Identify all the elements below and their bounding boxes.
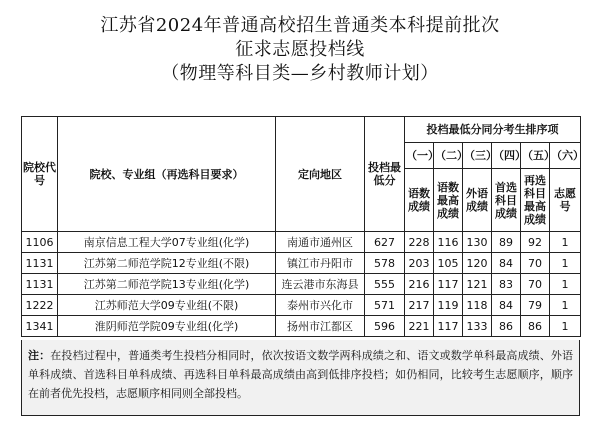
header-second-subject-max: 再选科目最高成绩 <box>521 169 550 232</box>
header-region: 定向地区 <box>276 117 365 232</box>
cell-c4: 84 <box>492 253 521 274</box>
cell-region: 泰州市兴化市 <box>276 295 365 316</box>
cell-c3: 121 <box>463 274 492 295</box>
cell-c4: 86 <box>492 316 521 337</box>
cell-region: 镇江市丹阳市 <box>276 253 365 274</box>
title-line-2: 征求志愿投档线 <box>235 39 365 60</box>
header-school-code: 院校代号 <box>22 117 58 232</box>
cell-c2: 117 <box>434 316 463 337</box>
cell-c3: 118 <box>463 295 492 316</box>
footnote-label: 注： <box>28 349 51 362</box>
cell-c1: 228 <box>405 232 434 253</box>
footnote <box>21 340 580 416</box>
cell-school: 淮阴师范学院09专业组(化学) <box>58 316 276 337</box>
cell-c4: 83 <box>492 274 521 295</box>
cell-c1: 216 <box>405 274 434 295</box>
cell-min-score: 627 <box>365 232 405 253</box>
cell-min-score: 578 <box>365 253 405 274</box>
cell-school: 江苏第二师范学院12专业组(不限) <box>58 253 276 274</box>
header-roman-1: （一） <box>405 143 434 169</box>
header-min-score: 投档最低分 <box>365 117 405 232</box>
cell-c6: 1 <box>550 274 581 295</box>
cell-c5: 70 <box>521 253 550 274</box>
header-foreign-language: 外语成绩 <box>463 169 492 232</box>
cell-c3: 133 <box>463 316 492 337</box>
cell-code: 1106 <box>22 232 58 253</box>
cell-code: 1131 <box>22 253 58 274</box>
cell-c4: 89 <box>492 232 521 253</box>
cell-code: 1131 <box>22 274 58 295</box>
header-chinese-math-max: 语数最高成绩 <box>434 169 463 232</box>
header-roman-5: （五） <box>521 143 550 169</box>
cell-code: 1341 <box>22 316 58 337</box>
cell-region: 南通市通州区 <box>276 232 365 253</box>
header-school-group: 院校、专业组（再选科目要求） <box>58 117 276 232</box>
cell-c4: 84 <box>492 295 521 316</box>
cell-c6: 1 <box>550 295 581 316</box>
document-title <box>0 14 600 86</box>
header-first-subject: 首选科目成绩 <box>492 169 521 232</box>
table-row <box>22 232 581 253</box>
table-row <box>22 253 581 274</box>
cell-min-score: 596 <box>365 316 405 337</box>
table-row <box>22 316 581 337</box>
cell-school: 江苏师范大学09专业组(不限) <box>58 295 276 316</box>
cell-c6: 1 <box>550 232 581 253</box>
header-tiebreak-group: 投档最低分同分考生排序项 <box>405 117 581 143</box>
cell-region: 连云港市东海县 <box>276 274 365 295</box>
cell-c6: 1 <box>550 253 581 274</box>
footnote-text: 在投档过程中，普通类考生投档分相同时，依次按语文数学两科成绩之和、语文或数学单科最高成绩、外语单科成绩、首选科目单科成绩、再选科目单科最高成绩由高到低排序投档；如仍相同，比较考生志愿顺序，顺序在前者优先投档，志愿顺序相同则全部投档。 <box>28 349 573 400</box>
cell-c5: 70 <box>521 274 550 295</box>
header-roman-4: （四） <box>492 143 521 169</box>
title-line-3: （物理等科目类—乡村教师计划） <box>161 63 439 84</box>
cell-code: 1222 <box>22 295 58 316</box>
header-chinese-math-score: 语数成绩 <box>405 169 434 232</box>
cell-c2: 119 <box>434 295 463 316</box>
cell-c1: 221 <box>405 316 434 337</box>
cell-region: 扬州市江都区 <box>276 316 365 337</box>
cell-c6: 1 <box>550 316 581 337</box>
cell-c2: 116 <box>434 232 463 253</box>
cell-c5: 86 <box>521 316 550 337</box>
header-roman-3: （三） <box>463 143 492 169</box>
cell-min-score: 555 <box>365 274 405 295</box>
cell-c1: 203 <box>405 253 434 274</box>
table-row <box>22 295 581 316</box>
cell-c1: 217 <box>405 295 434 316</box>
cell-c3: 120 <box>463 253 492 274</box>
cell-school: 江苏第二师范学院13专业组(化学) <box>58 274 276 295</box>
header-roman-2: （二） <box>434 143 463 169</box>
cell-c2: 117 <box>434 274 463 295</box>
cell-c3: 130 <box>463 232 492 253</box>
cell-c2: 105 <box>434 253 463 274</box>
cell-c5: 79 <box>521 295 550 316</box>
admission-score-table <box>21 116 584 337</box>
table-row <box>22 274 581 295</box>
header-roman-6: （六） <box>550 143 581 169</box>
title-line-1: 江苏省2024年普通高校招生普通类本科提前批次 <box>100 15 500 36</box>
cell-c5: 92 <box>521 232 550 253</box>
cell-school: 南京信息工程大学07专业组(化学) <box>58 232 276 253</box>
cell-min-score: 571 <box>365 295 405 316</box>
header-preference-number: 志愿号 <box>550 169 581 232</box>
